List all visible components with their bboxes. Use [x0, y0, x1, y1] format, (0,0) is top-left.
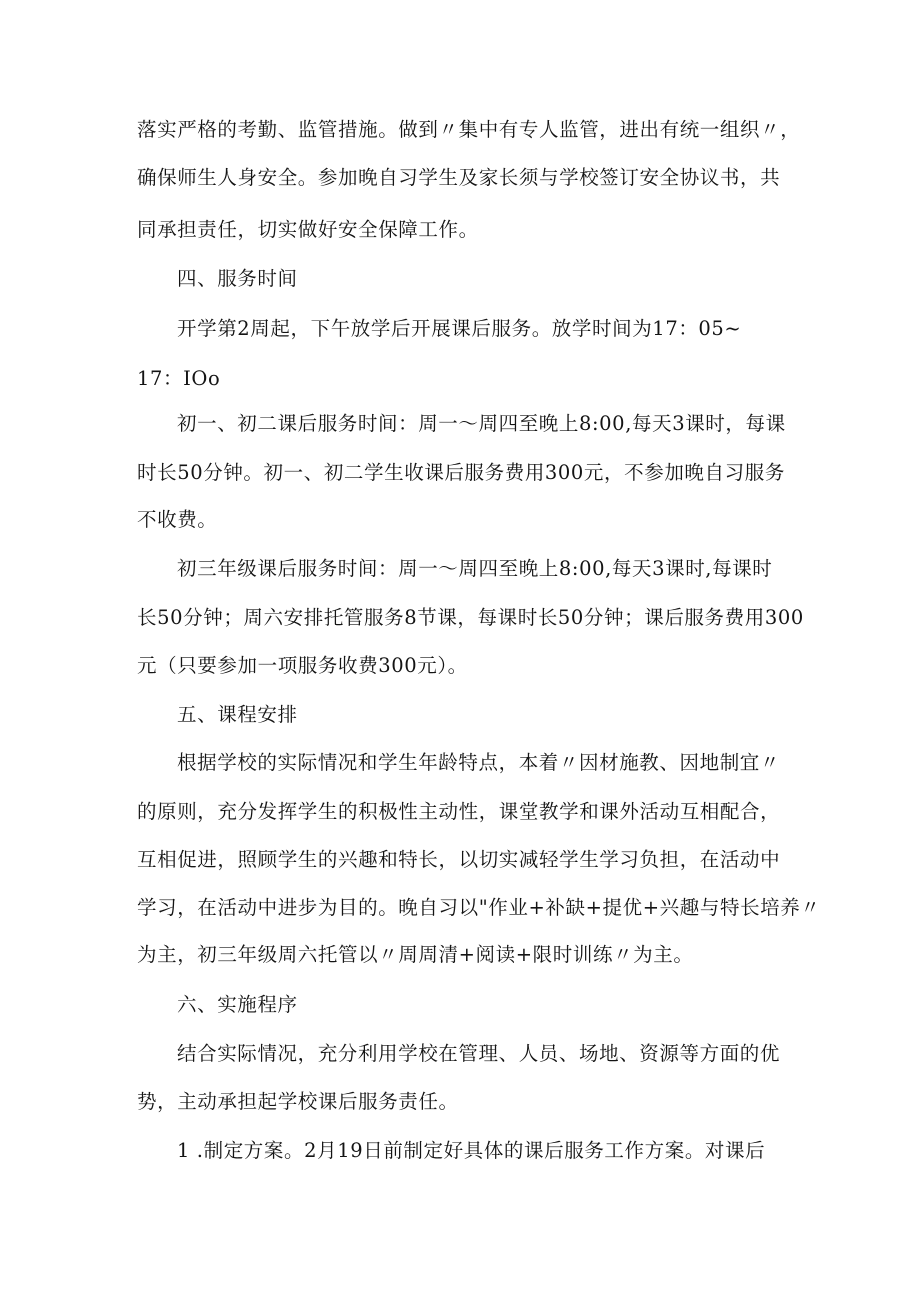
section-heading: 四、服务时间 — [177, 267, 298, 290]
text-line: 元（只要参加一项服务收费300元）。 — [137, 654, 468, 677]
text-line: 确保师生人身安全。参加晚自习学生及家长须与学校签订安全协议书，共 — [137, 166, 781, 189]
text-line: 互相促进，照顾学生的兴趣和特长，以切实减轻学生学习负担，在活动中 — [137, 848, 781, 871]
text-line: 的原则，充分发挥学生的积极性主动性，课堂教学和课外活动互相配合， — [137, 800, 781, 823]
text-line: 势，主动承担起学校课后服务责任。 — [137, 1090, 459, 1113]
text-line: 结合实际情况，充分利用学校在管理、人员、场地、资源等方面的优 — [177, 1042, 781, 1065]
text-line: 不收费。 — [137, 508, 218, 531]
text-line: 时长50分钟。初一、初二学生收课后服务费用300元，不参加晚自习服务 — [137, 461, 785, 484]
text-line: 1 .制定方案。2月19日前制定好具体的课后服务工作方案。对课后 — [177, 1139, 766, 1162]
text-line: 17：IOo — [137, 367, 221, 390]
text-line: 开学第2周起，下午放学后开展课后服务。放学时间为17：05~ — [177, 317, 742, 340]
text-line: 长50分钟；周六安排托管服务8节课，每课时长50分钟；课后服务费用300 — [137, 606, 804, 629]
text-line: 初三年级课后服务时间：周一～周四至晚上8:00,每天3课时,每课时 — [177, 557, 773, 580]
text-line: 同承担责任，切实做好安全保障工作。 — [137, 218, 479, 241]
text-line: 初一、初二课后服务时间：周一～周四至晚上8:00,每天3课时，每课 — [177, 412, 786, 435]
text-line: 落实严格的考勤、监管措施。做到〃集中有专人监管，进出有统一组织〃， — [137, 118, 801, 141]
text-line: 为主，初三年级周六托管以〃周周清+阅读+限时训练〃为主。 — [137, 943, 694, 966]
section-heading: 五、课程安排 — [177, 703, 298, 726]
section-heading: 六、实施程序 — [177, 993, 298, 1016]
text-line: 根据学校的实际情况和学生年龄特点，本着〃因材施教、因地制宜〃 — [177, 751, 781, 774]
text-line: 学习，在活动中进步为目的。晚自习以"作业+补缺+提优+兴趣与特长培养〃 — [137, 896, 821, 919]
